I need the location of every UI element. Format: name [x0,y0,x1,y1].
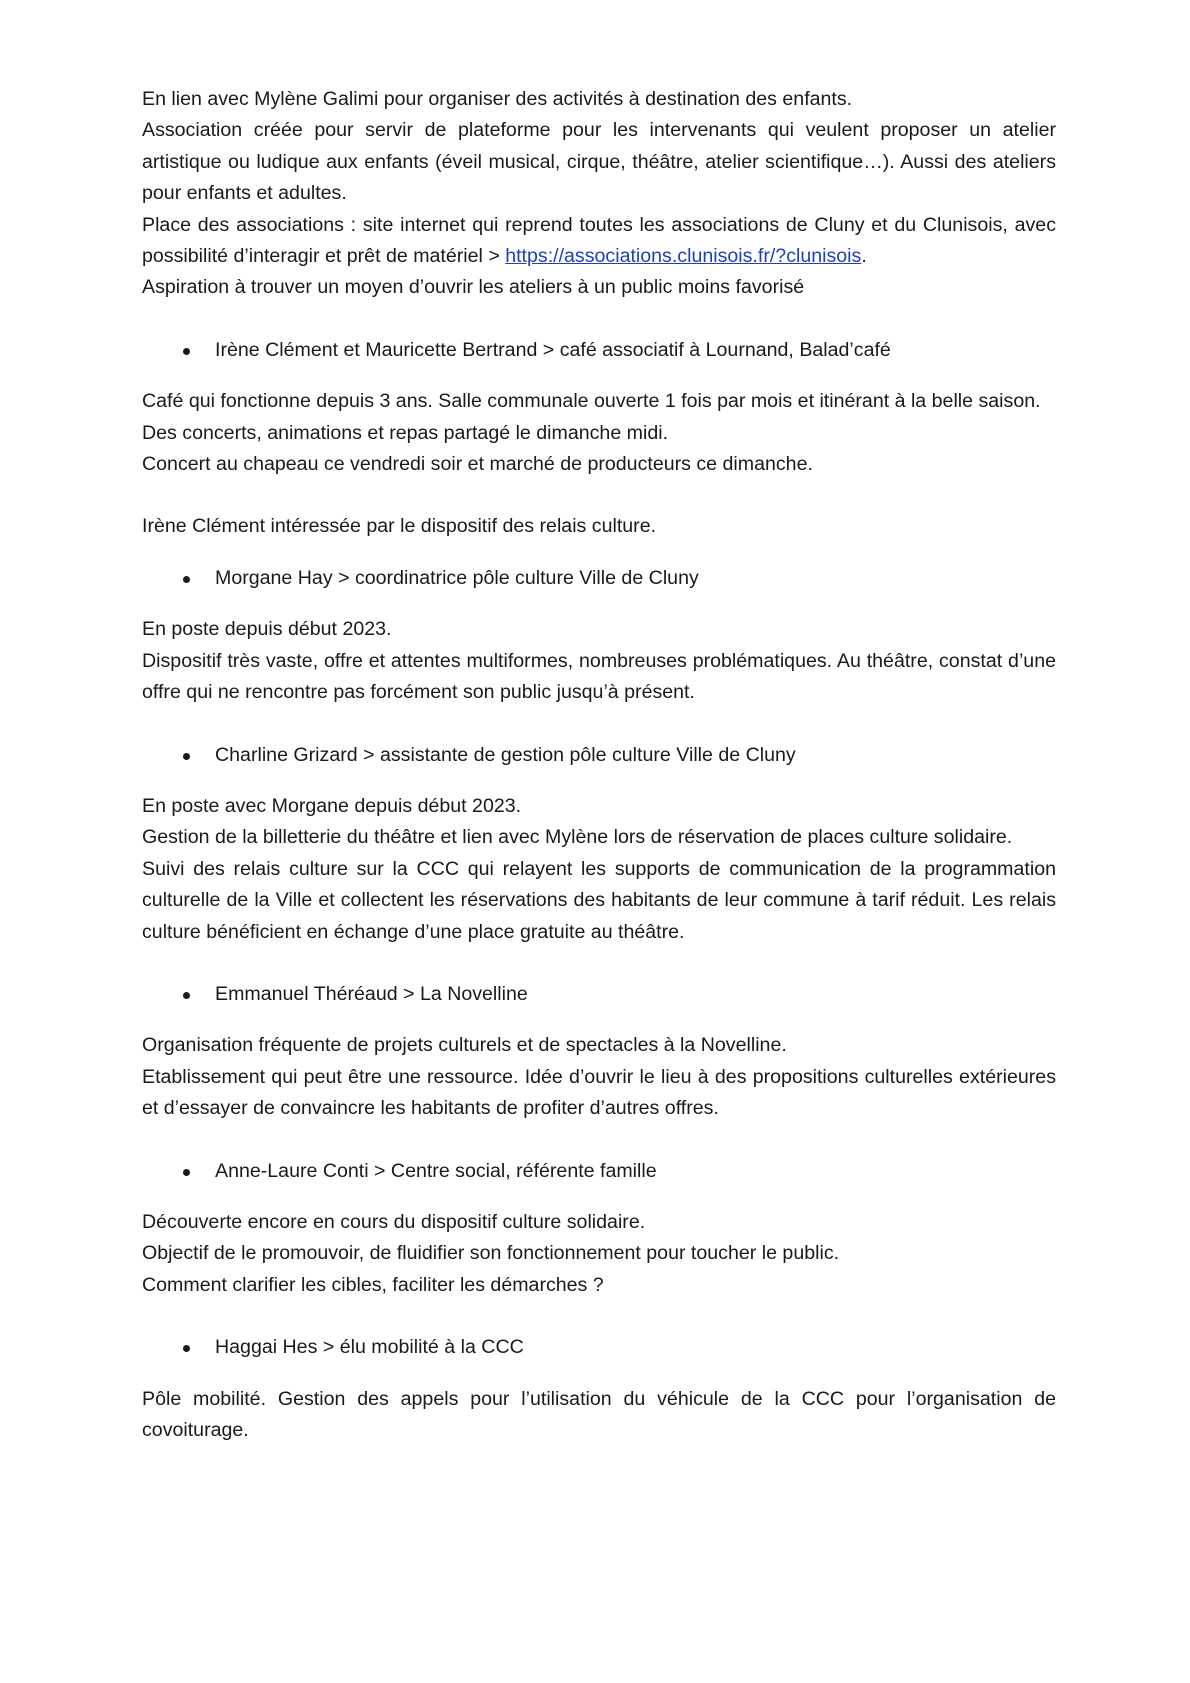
bullet-item [142,979,1056,1010]
bullet-dot-icon [183,576,190,583]
intro-line-3 [142,210,1056,273]
section-paragraph: Dispositif très vaste, offre et attentes multiformes, nombreuses problématiques. Au théâtre, constat d’une offre qui ne rencontre pas forcément son public jusqu’à présent. [142,649,1056,704]
section-paragraph: Organisation fréquente de projets culturels et de spectacles à la Novelline. [142,1034,787,1057]
bullet-text: Irène Clément et Mauricette Bertrand > café associatif à Lournand, Balad’café [215,338,891,361]
intro-line-3-end: . [861,245,867,268]
intro-line-1: En lien avec Mylène Galimi pour organiser des activités à destination des enfants. [142,88,853,110]
bullet-item [142,335,1056,366]
section-paragraph: Des concerts, animations et repas partagé le dimanche midi. [142,421,669,444]
bullet-item [142,563,1056,594]
bullet-dot-icon [183,992,190,999]
section-paragraph: En poste avec Morgane depuis début 2023. [142,794,522,817]
intro-line-3-text: Place des associations : site internet qui reprend toutes les associations de Cluny et du Clunisois, avec possibilité d’interagir et prêt de matériel > [142,213,1056,268]
section-paragraph: Comment clarifier les cibles, faciliter les démarches ? [142,1273,604,1296]
section-paragraph: Etablissement qui peut être une ressource. Idée d’ouvrir le lieu à des propositions culturelles extérieures et d’essayer de convaincre les habitants de profiter d’autres offres. [142,1065,1056,1120]
bullet-dot-icon [183,348,190,355]
section-paragraph: Gestion de la billetterie du théâtre et lien avec Mylène lors de réservation de places culture solidaire. [142,826,1013,849]
section-paragraph: Objectif de le promouvoir, de fluidifier son fonctionnement pour toucher le public. [142,1242,840,1265]
intro-line-2: Association créée pour servir de plateforme pour les intervenants qui veulent proposer un atelier artistique ou ludique aux enfants (éveil musical, cirque, théâtre, atelier scientifique…). Aussi des ateliers pour enfants et adultes. [142,119,1056,205]
bullet-text: Morgane Hay > coordinatrice pôle culture Ville de Cluny [215,566,699,589]
bullet-text: Anne-Laure Conti > Centre social, référente famille [215,1159,657,1182]
bullet-dot-icon [183,1345,190,1352]
section-paragraph: En poste depuis début 2023. [142,618,392,641]
section-paragraph: Découverte encore en cours du dispositif culture solidaire. [142,1210,646,1233]
bullet-text: Charline Grizard > assistante de gestion pôle culture Ville de Cluny [215,743,796,766]
bullet-item [142,1332,1056,1363]
section-paragraph: Pôle mobilité. Gestion des appels pour l’utilisation du véhicule de la CCC pour l’organisation de covoiturage. [142,1387,1056,1441]
bullet-text: Emmanuel Théréaud > La Novelline [215,982,528,1005]
document-body [142,84,1056,1446]
section-paragraph: Suivi des relais culture sur la CCC qui relayent les supports de communication de la programmation culturelle de la Ville et collectent les réservations des habitants de leur commune à tarif réduit. Les relais culture bénéficient en échange d’une place gratuite au théâtre. [142,857,1056,943]
section-paragraph: Irène Clément intéressée par le dispositif des relais culture. [142,515,657,538]
section-paragraph: Café qui fonctionne depuis 3 ans. Salle communale ouverte 1 fois par mois et itinérant à la belle saison. [142,390,1041,413]
bullet-item [142,1156,1056,1187]
intro-line-4: Aspiration à trouver un moyen d’ouvrir les ateliers à un public moins favorisé [142,276,805,299]
bullet-item [142,740,1056,771]
associations-link[interactable]: https://associations.clunisois.fr/?clunisois [505,245,862,268]
bullet-dot-icon [183,1169,190,1176]
bullet-dot-icon [183,753,190,760]
bullet-text: Haggai Hes > élu mobilité à la CCC [215,1336,524,1359]
section-paragraph: Concert au chapeau ce vendredi soir et marché de producteurs ce dimanche. [142,453,813,476]
